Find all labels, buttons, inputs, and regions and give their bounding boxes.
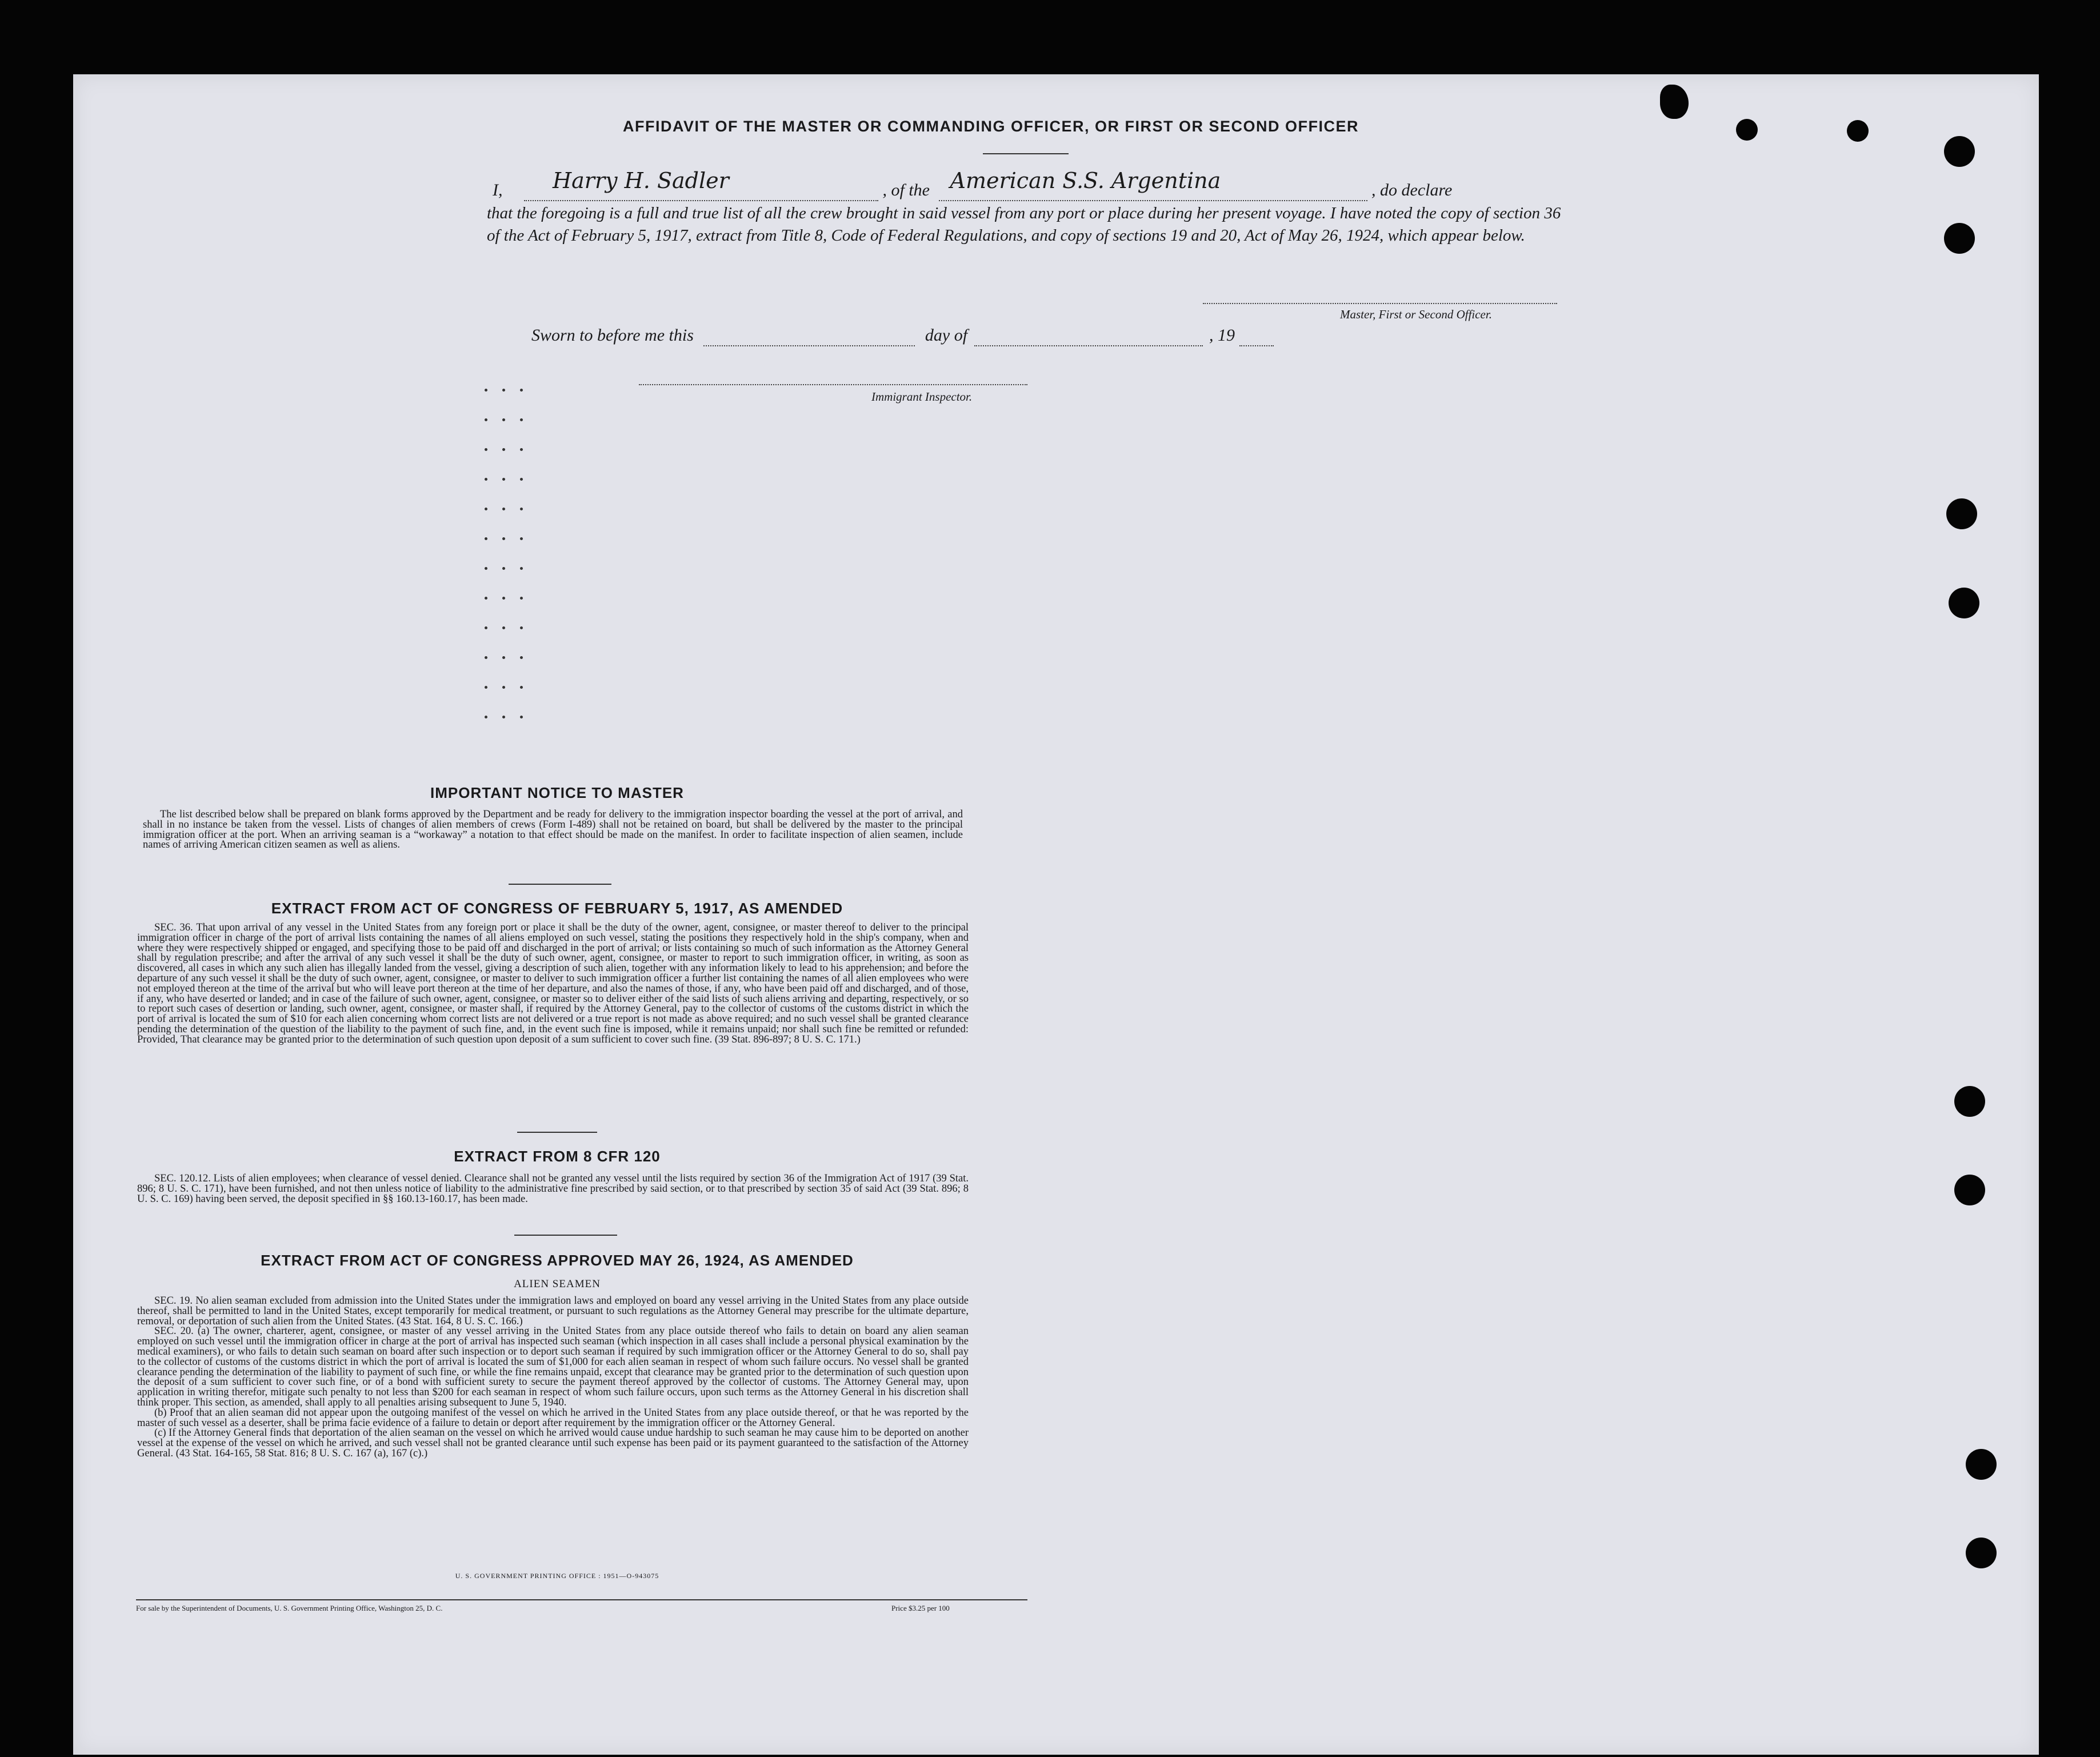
- extract-1917-text: [137, 923, 969, 1045]
- notice-paragraph: The list described below shall be prepared on blank forms approved by the Department and be ready for delivery to the immigration inspector boarding the vessel at the port of arrival, and shall in no instance be taken from the vessel. Lists of changes of alien members of crews (Form I-489) shall not be retained on board, but shall be delivered by the master to the principal immigration officer at the port. When an arriving seaman is a “workaway” a notation to that effect should be made on the manifest. In order to facilitate inspection of alien seamen, include names of arriving American citizen seamen as well as aliens.: [143, 809, 963, 851]
- inspector-label: Immigrant Inspector.: [871, 390, 973, 404]
- sec-20b-paragraph: (b) Proof that an alien seaman did not appear upon the outgoing manifest of the vessel on which he arrived in the United States from any place outside thereof, or that he was reported by the master of such vessel as a deserter, shall be prima facie evidence of a failure to detain or deport after requirement by the immigration officer or the Attorney General.: [137, 1407, 969, 1429]
- sworn-line: [531, 326, 1274, 346]
- extract-1917-title: EXTRACT FROM ACT OF CONGRESS OF FEBRUARY 5, 1917, AS AMENDED: [271, 900, 843, 917]
- divider: [509, 884, 611, 885]
- sec-20c-paragraph: (c) If the Attorney General finds that deportation of the alien seaman on the vessel on which he arrived would cause undue hardship to such seaman he may cause him to be deported on another vessel at the expense of the vessel on which he arrived, and such vessel shall not be granted clearance until such expense has been paid or its payment guaranteed to the satisfaction of the Attorney General. (43 Stat. 164-165, 58 Stat. 816; 8 U. S. C. 167 (a), 167 (c).): [137, 1427, 969, 1459]
- declaration-text: that the foregoing is a full and true list of all the crew brought in said vessel from any port or place during her present voyage. I have noted the copy of section 36 of the Act of February 5, 1917, extract from Title 8, Code of Federal Regulations, and copy of sections 19 and 20, Act of May 26, 1924, which appear below.: [487, 204, 1561, 245]
- sworn-year-field[interactable]: [1239, 326, 1274, 346]
- vessel-field[interactable]: [939, 168, 1367, 201]
- punch-hole: [1949, 588, 1979, 618]
- inspector-signature-line[interactable]: [639, 384, 1027, 385]
- affidavit-title: AFFIDAVIT OF THE MASTER OR COMMANDING OFFICER, OR FIRST OR SECOND OFFICER: [623, 118, 1359, 135]
- alien-seamen-subtitle: ALIEN SEAMEN: [514, 1278, 601, 1290]
- of-the-label: , of the: [882, 181, 930, 199]
- punch-hole: [1946, 498, 1977, 529]
- vessel-name: American S.S. Argentina: [950, 168, 1221, 193]
- column-dots: [485, 374, 553, 731]
- sworn-month-field[interactable]: [974, 326, 1203, 346]
- footer-rule: [136, 1599, 1027, 1600]
- divider: [514, 1235, 617, 1236]
- punch-hole: [1944, 136, 1975, 167]
- punch-hole: [1954, 1086, 1985, 1117]
- i-label: I,: [493, 181, 503, 199]
- punch-hole: [1954, 1175, 1985, 1205]
- sec-36-paragraph: SEC. 36. That upon arrival of any vessel in the United States from any foreign port or place it shall be the duty of the owner, agent, consignee, or master thereof to deliver to the principal immigration officer in charge of the port of arrival lists containing the names of all aliens employed on such vessel, stating the positions they respectively hold in the ship's company, when and where they were respectively shipped or engaged, and specifying those to be paid off and discharged in the port of arrival; or lists containing so much of such information as the Attorney General shall by regulation prescribe; and after the arrival of any such vessel it shall be the duty of such owner, agent, consignee, or master to report to such immigration officer, in writing, as soon as discovered, all cases in which any such alien has illegally landed from the vessel, giving a description of such alien, together with any information likely to lead to his apprehension; and before the departure of any such vessel it shall be the duty of such owner, agent, consignee, or master to deliver to such immigration officer a further list containing the names of all alien employees who were not employed thereon at the time of the arrival but who will leave port thereon at the time of her departure, and also the names of those, if any, who have been paid off and discharged, and of those, if any, who have deserted or landed; and in case of the failure of such owner, agent, consignee, or master so to deliver either of the said lists of such aliens arriving and departing, respectively, or so to report such cases of desertion or landing, such owner, agent, consignee, or master shall, if required by the Attorney General, pay to the collector of customs of the customs district in which the port of arrival is located the sum of $10 for each alien concerning whom correct lists are not delivered or a true report is not made as above required; and no such vessel shall be granted clearance pending the determination of the question of the liability to the payment of such fine, and, in the event such fine is imposed, while it remains unpaid; nor shall such fine be remitted or refunded: Provided, That clearance may be granted prior to the determination of such question upon deposit of a sum sufficient to cover such fine. (39 Stat. 896-897; 8 U. S. C. 171.): [137, 922, 969, 1045]
- master-label: Master, First or Second Officer.: [1340, 308, 1492, 321]
- sworn-label: Sworn to before me this: [531, 326, 694, 345]
- do-declare-label: , do declare: [1371, 181, 1453, 199]
- sec-19-paragraph: SEC. 19. No alien seaman excluded from admission into the United States under the immigration laws and employed on board any vessel arriving in the United States from any place outside thereof, shall be permitted to land in the United States, except temporarily for medical treatment, or pursuant to such regulations as the Attorney General may prescribe for the ultimate departure, removal, or deportation of such alien from the United States. (43 Stat. 164, 8 U. S. C. 166.): [137, 1295, 969, 1327]
- signer-signature: Harry H. Sadler: [553, 168, 729, 193]
- footer-price: Price $3.25 per 100: [891, 1604, 950, 1612]
- punch-hole: [1966, 1449, 1997, 1480]
- declaration-first-line: [493, 168, 1453, 201]
- punch-hole: [1736, 119, 1758, 141]
- notice-text: [143, 810, 963, 850]
- divider: [517, 1132, 597, 1133]
- year-label: , 19: [1209, 326, 1235, 345]
- extract-1924-text: [137, 1296, 969, 1459]
- extract-cfr-title: EXTRACT FROM 8 CFR 120: [454, 1148, 661, 1165]
- sec-120-12-paragraph: SEC. 120.12. Lists of alien employees; when clearance of vessel denied. Clearance shall not be granted any vessel until the lists required by section 36 of the Immigration Act of 1917 (39 Stat. 896; 8 U. S. C. 171), have been furnished, and not then unless notice of liability to the administrative fine prescribed by said section, or to that prescribed by section 35 of said Act (39 Stat. 896; 8 U. S. C. 169) having been served, the deposit specified in §§ 160.13-160.17, has been made.: [137, 1173, 969, 1205]
- divider: [983, 153, 1069, 154]
- punch-hole: [1847, 120, 1869, 142]
- sec-20a-paragraph: SEC. 20. (a) The owner, charterer, agent, consignee, or master of any vessel arriving in the United States from any place outside thereof who fails to detain on board any alien seaman employed on such vessel until the immigration officer in charge at the port of arrival has inspected such seaman (which inspection in all cases shall include a personal physical examination by the medical examiners), or who fails to detain such seaman on board after such inspection or to deport such seaman if required by such immigration officer or the Attorney General to do so, shall pay to the collector of customs of the customs district in which the port of arrival is located the sum of $1,000 for each alien seaman in respect of whom such failure occurs. No vessel shall be granted clearance pending the determination of the liability to payment of such fine, or while the fine remains unpaid, except that clearance may be granted prior to the determination of such question upon the deposit of a sum sufficient to cover such fine, or of a bond with sufficient surety to secure the payment thereof approved by the collector of customs. The Attorney General may, upon application in writing therefor, mitigate such penalty to not less than $200 for each seaman in respect of whom such failure occurs, upon such terms as the Attorney General in his discretion shall think proper. This section, as amended, shall apply to all penalties arising subsequent to June 5, 1940.: [137, 1325, 969, 1408]
- printing-office-imprint: U. S. GOVERNMENT PRINTING OFFICE : 1951—O-943075: [455, 1572, 659, 1580]
- footer-sale-note: For sale by the Superintendent of Documents, U. S. Government Printing Office, Washington 25, D. C.: [136, 1604, 443, 1612]
- sworn-day-field[interactable]: [703, 326, 915, 346]
- extract-cfr-text: [137, 1174, 969, 1204]
- extract-1924-title: EXTRACT FROM ACT OF CONGRESS APPROVED MAY 26, 1924, AS AMENDED: [261, 1252, 854, 1269]
- punch-hole: [1966, 1538, 1997, 1568]
- day-of-label: day of: [925, 326, 968, 345]
- master-signature-line[interactable]: [1203, 303, 1557, 304]
- signer-field[interactable]: [524, 168, 878, 201]
- notice-title: IMPORTANT NOTICE TO MASTER: [430, 784, 684, 801]
- punch-hole: [1944, 223, 1975, 254]
